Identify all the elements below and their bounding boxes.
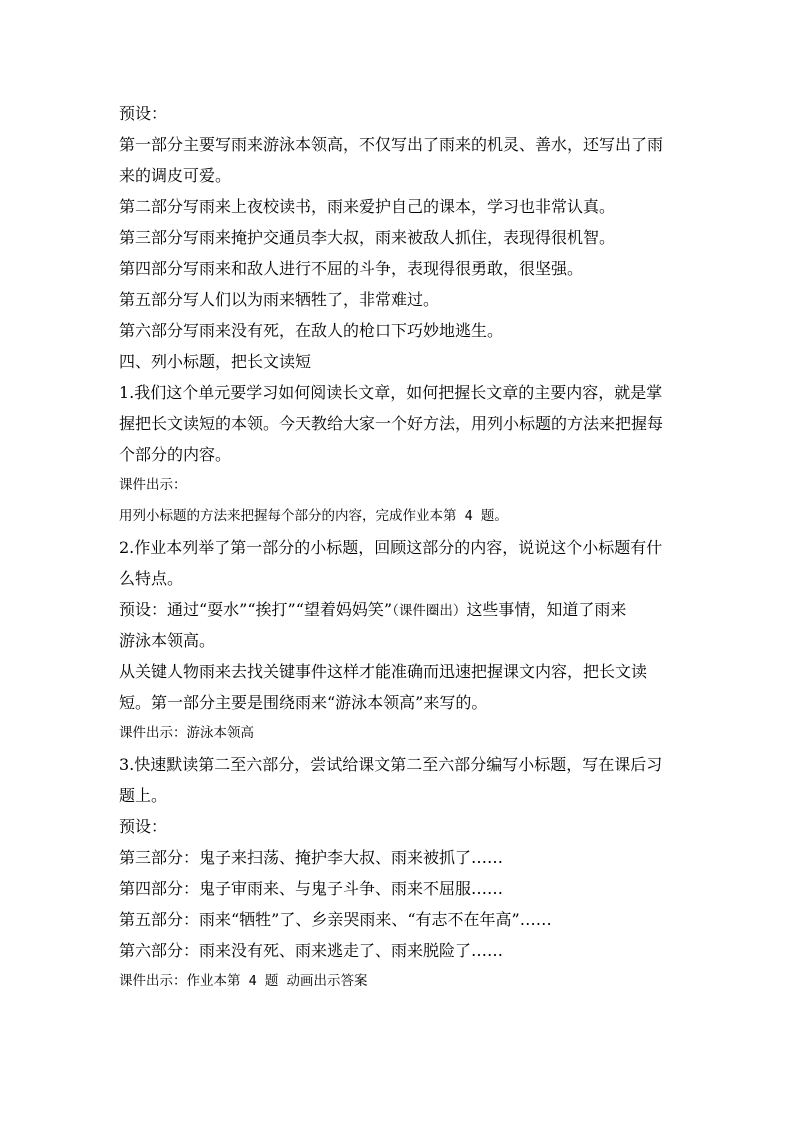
text-line: 第二部分写雨来上夜校读书，雨来爱护自己的课本，学习也非常认真。 <box>119 197 616 216</box>
text-line: 第一部分主要写雨来游泳本领高，不仅写出了雨来的机灵、善水，还写出了雨 <box>119 135 664 154</box>
courseware-note: 用列小标题的方法来把握每个部分的内容，完成作业本第 4 题。 <box>119 508 508 524</box>
mixed-line-text: 预设：通过“耍水”“挨打”“望着妈妈笑” <box>119 600 393 619</box>
mixed-line <box>119 594 679 625</box>
text-line: 2.作业本列举了第一部分的小标题，回顾这部分的内容，说说这个小标题有什 <box>119 538 663 557</box>
text-line: 第三部分：鬼子来扫荡、掩护李大叔、雨来被抓了…… <box>119 848 504 867</box>
text-line: 握把长文读短的本领。今天教给大家一个好方法，用列小标题的方法来把握每 <box>119 414 664 433</box>
courseware-note: 课件出示：作业本第 4 题 动画出示答案 <box>119 973 368 989</box>
text-line: 第四部分写雨来和敌人进行不屈的斗争，表现得很勇敢，很坚强。 <box>119 259 584 278</box>
document-body <box>119 98 679 997</box>
text-line: 第三部分写雨来掩护交通员李大叔，雨来被敌人抓住，表现得很机智。 <box>119 228 616 247</box>
text-line: 预设： <box>119 817 168 836</box>
inline-courseware-note: （课件圈出） <box>392 603 467 619</box>
text-line: 第六部分：雨来没有死、雨来逃走了、雨来脱险了…… <box>119 941 504 960</box>
mixed-line-text-after: 这些事情，知道了雨来 <box>466 600 627 619</box>
text-line: 3.快速默读第二至六部分，尝试给课文第二至六部分编写小标题，写在课后习 <box>119 755 663 774</box>
text-line: 来的调皮可爱。 <box>119 166 232 185</box>
text-line: 第四部分：鬼子审雨来、与鬼子斗争、雨来不屈服…… <box>119 879 504 898</box>
text-line: 游泳本领高。 <box>119 631 216 650</box>
courseware-note: 课件出示： <box>119 477 187 493</box>
text-line: 第五部分写人们以为雨来牺牲了，非常难过。 <box>119 290 440 309</box>
text-line: 预设： <box>119 104 168 123</box>
section-heading: 四、列小标题，把长文读短 <box>119 352 312 371</box>
text-line: 从关键人物雨来去找关键事件这样才能准确而迅速把握课文内容，把长文读 <box>119 662 648 681</box>
text-line: 第六部分写雨来没有死，在敌人的枪口下巧妙地逃生。 <box>119 321 504 340</box>
courseware-note: 课件出示：游泳本领高 <box>119 725 254 741</box>
text-line: 个部分的内容。 <box>119 445 232 464</box>
text-line: 题上。 <box>119 786 168 805</box>
text-line: 1.我们这个单元要学习如何阅读长文章，如何把握长文章的主要内容，就是掌 <box>119 383 663 402</box>
text-line: 么特点。 <box>119 569 184 588</box>
text-line: 短。第一部分主要是围绕雨来“游泳本领高”来写的。 <box>119 693 488 712</box>
text-line: 第五部分：雨来“牺牲”了、乡亲哭雨来、“有志不在年高”…… <box>119 910 552 929</box>
